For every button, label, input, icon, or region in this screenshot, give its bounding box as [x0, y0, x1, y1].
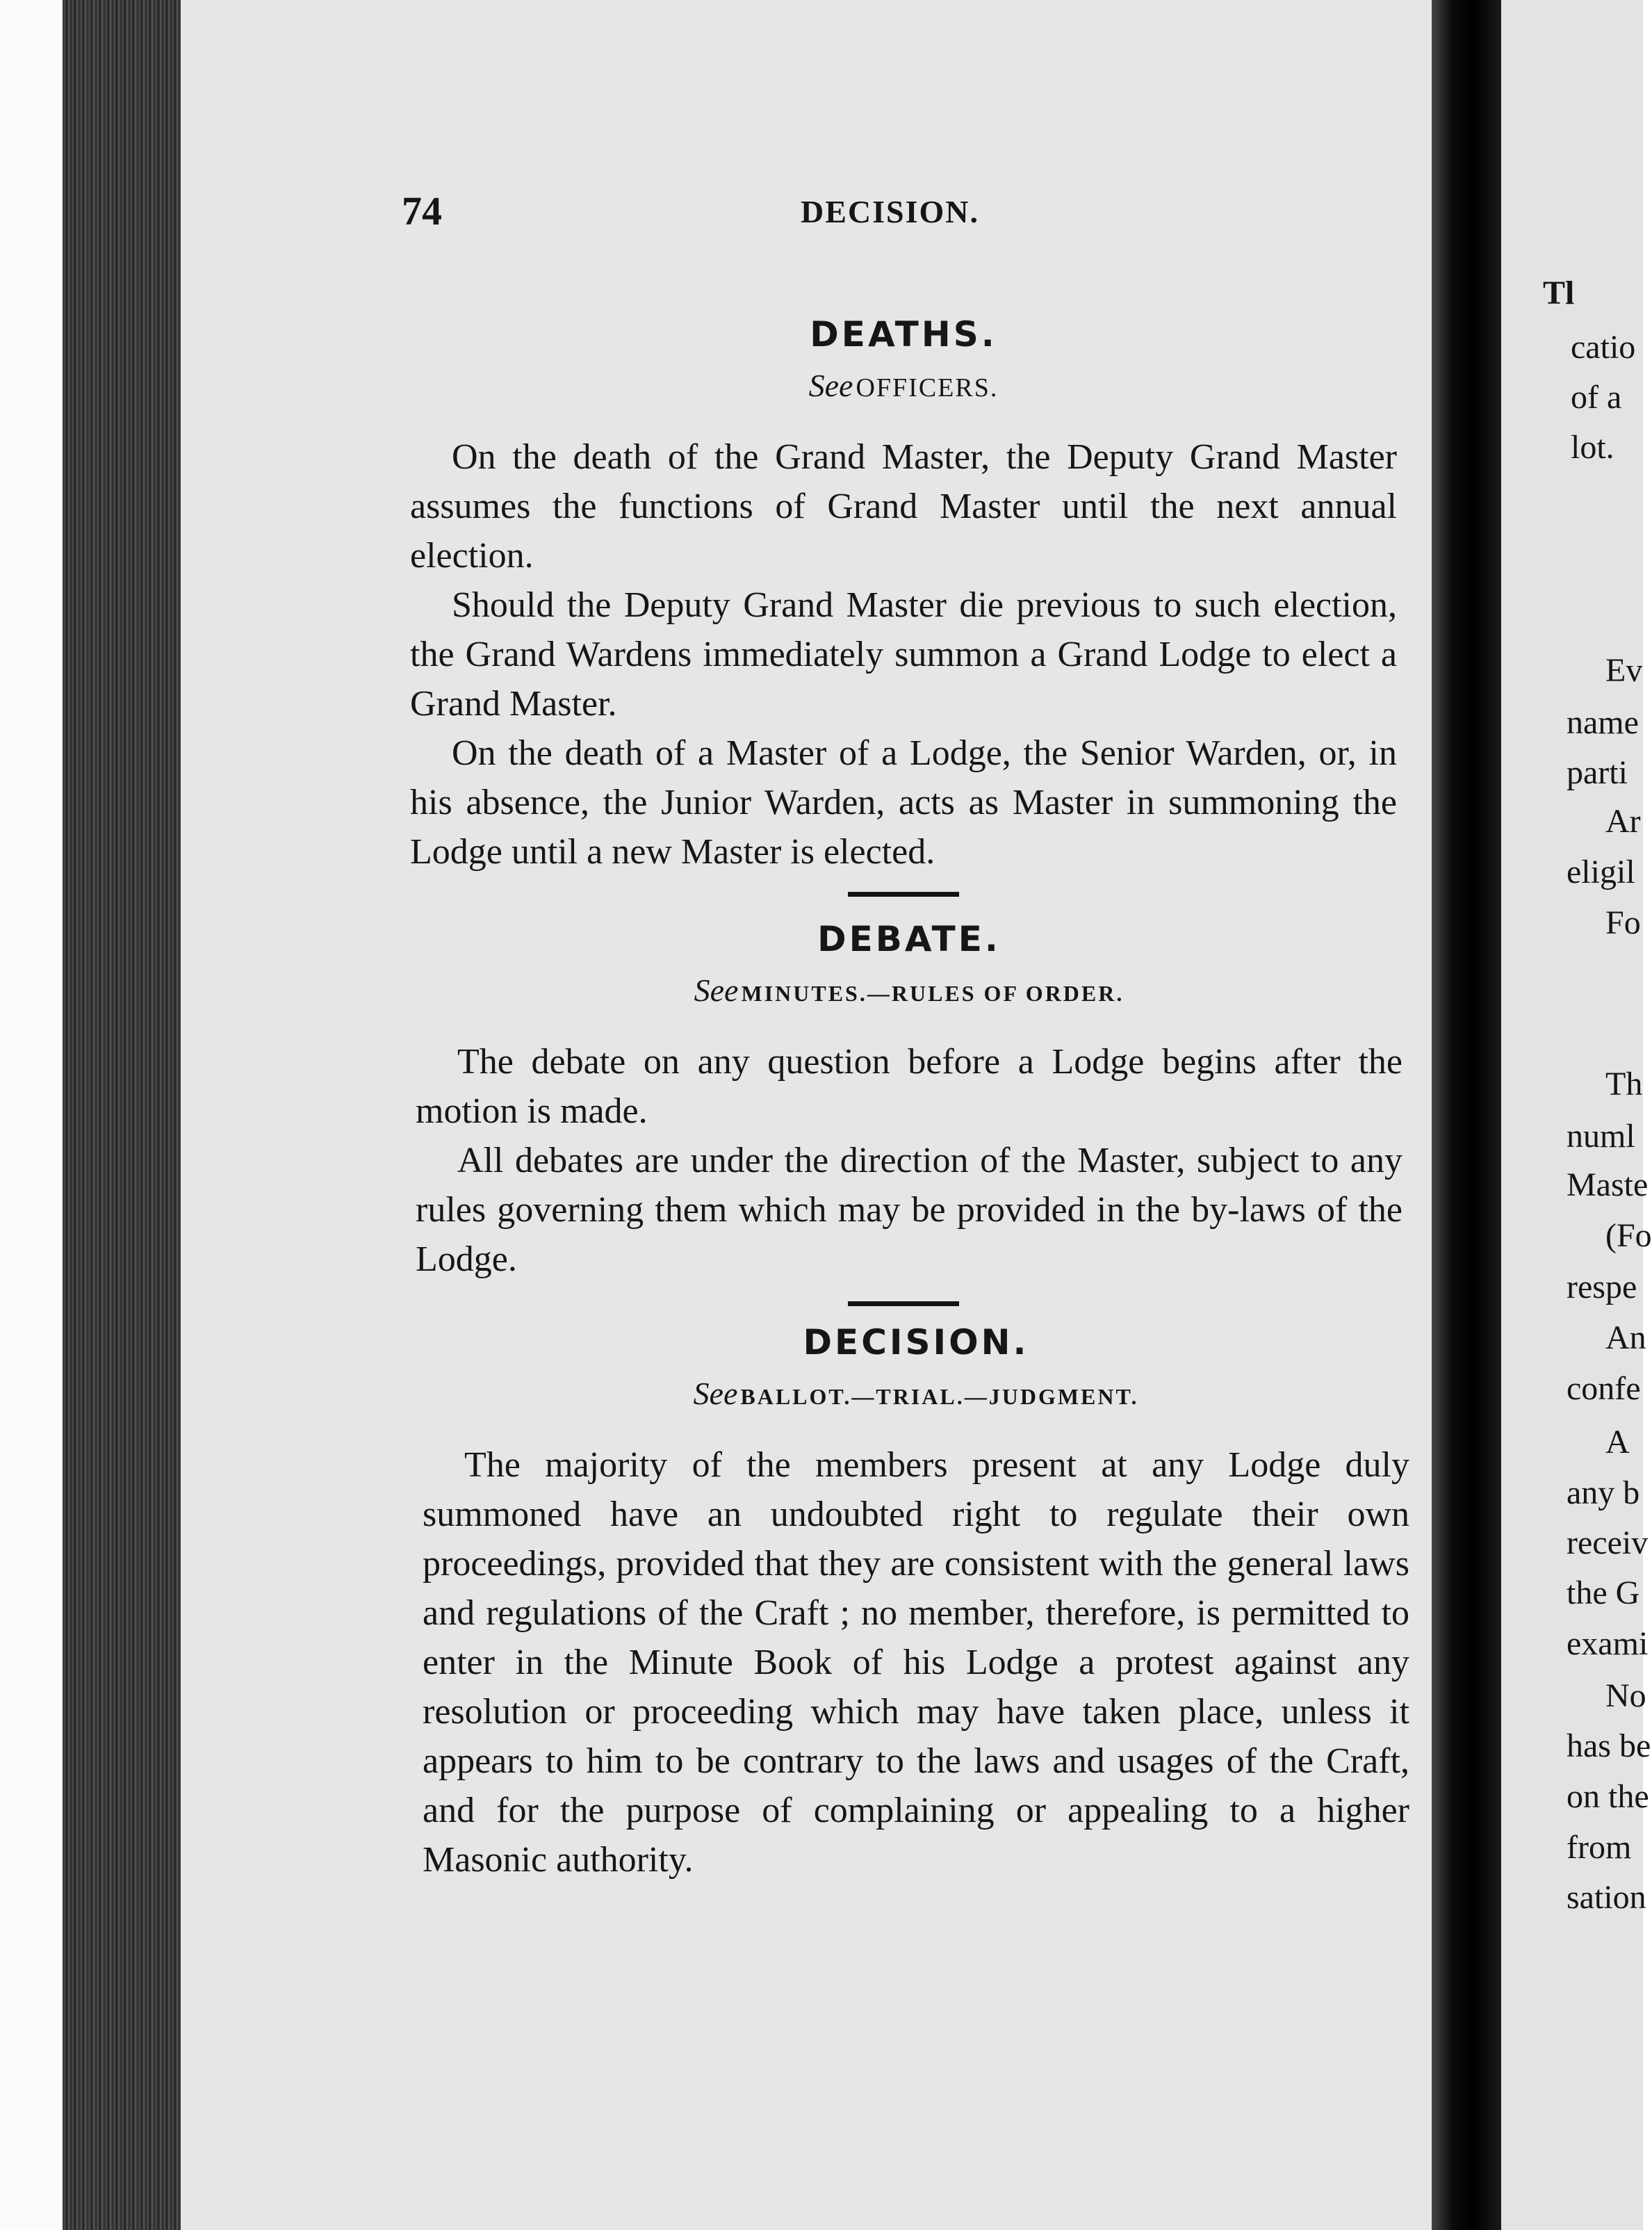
see-reference: [423, 1373, 1409, 1422]
facing-text: name: [1567, 704, 1639, 741]
scan-margin: [0, 0, 63, 2230]
page-number: 74: [402, 188, 442, 234]
facing-text: respe: [1567, 1269, 1637, 1305]
see-word: See: [808, 368, 853, 403]
see-ref: MINUTES.—RULES OF ORDER.: [741, 981, 1124, 1006]
facing-text: has be: [1567, 1727, 1651, 1764]
see-ref: OFFICERS.: [856, 373, 999, 402]
section-heading: DEBATE.: [817, 919, 1001, 959]
see-word: See: [693, 1376, 738, 1411]
book-page: [181, 0, 1432, 2230]
facing-text: exami: [1567, 1625, 1649, 1662]
see-reference: [410, 365, 1397, 414]
facing-text: eligil: [1567, 854, 1635, 890]
facing-text: parti: [1567, 754, 1628, 791]
see-ref: BALLOT.—TRIAL.—JUDGMENT.: [740, 1384, 1139, 1409]
facing-text: numl: [1567, 1118, 1635, 1155]
facing-page: [1501, 0, 1652, 2230]
facing-text: receiv: [1567, 1524, 1649, 1561]
facing-text: An: [1605, 1319, 1646, 1356]
section-divider: [848, 892, 959, 897]
section-divider: [848, 1301, 959, 1306]
section-heading: DECISION.: [803, 1322, 1029, 1362]
facing-text: confe: [1567, 1370, 1641, 1407]
facing-text: Ev: [1605, 652, 1643, 689]
facing-text: the G: [1567, 1574, 1640, 1611]
facing-text: A: [1605, 1424, 1630, 1460]
paragraph: On the death of the Grand Master, the Deputy Grand Master assumes the functions of Grand Master until the next annual election.: [410, 437, 1397, 576]
facing-text: any b: [1567, 1474, 1640, 1511]
paragraph: Should the Deputy Grand Master die previous to such election, the Grand Wardens immediately summon a Grand Lodge to elect a Grand Master.: [410, 585, 1397, 724]
facing-text: (Fo: [1605, 1217, 1652, 1254]
running-head: [181, 188, 1432, 243]
facing-text: Tl: [1543, 275, 1575, 311]
see-reference: [416, 970, 1402, 1019]
page-stack-edge: [63, 0, 181, 2230]
paragraph: The majority of the members present at any Lodge duly summoned have an undoubted right to regulate their own proceedings, provided that they are consistent with the general laws and regulations of the Craft ; no member, therefore, is permitted to enter in the Minute Book of his Lodge a protest against any resolution or proceeding which may have taken place, unless it appears to him to be contrary to the laws and usages of the Craft, and for the purpose of complaining or appealing to a higher Masonic authority.: [423, 1445, 1409, 1880]
facing-text: on the: [1567, 1778, 1649, 1815]
paragraph: The debate on any question before a Lodge begins after the motion is made.: [416, 1042, 1402, 1131]
running-title: DECISION.: [801, 194, 980, 229]
facing-text: No: [1605, 1677, 1646, 1714]
section-debate: [416, 914, 1402, 1284]
facing-text: Ar: [1605, 803, 1641, 840]
book-gutter: [1432, 0, 1501, 2230]
facing-text: sation: [1567, 1879, 1646, 1916]
section-decision: [423, 1317, 1409, 1885]
facing-text: Th: [1605, 1066, 1643, 1102]
facing-text: of a: [1571, 379, 1622, 416]
facing-text: Maste: [1567, 1166, 1649, 1203]
paragraph: All debates are under the direction of the Master, subject to any rules governing them which may be provided in the by-laws of the Lodge.: [416, 1141, 1402, 1279]
facing-text: from: [1567, 1829, 1632, 1866]
section-heading: DEATHS.: [810, 314, 997, 355]
section-deaths: [410, 309, 1397, 877]
facing-text: lot.: [1571, 429, 1614, 466]
facing-text: catio: [1571, 329, 1636, 366]
paragraph: On the death of a Master of a Lodge, the Senior Warden, or, in his absence, the Junior Warden, acts as Master in summoning the Lodge until a new Master is elected.: [410, 733, 1397, 872]
facing-text: Fo: [1605, 904, 1641, 941]
see-word: See: [694, 972, 739, 1008]
